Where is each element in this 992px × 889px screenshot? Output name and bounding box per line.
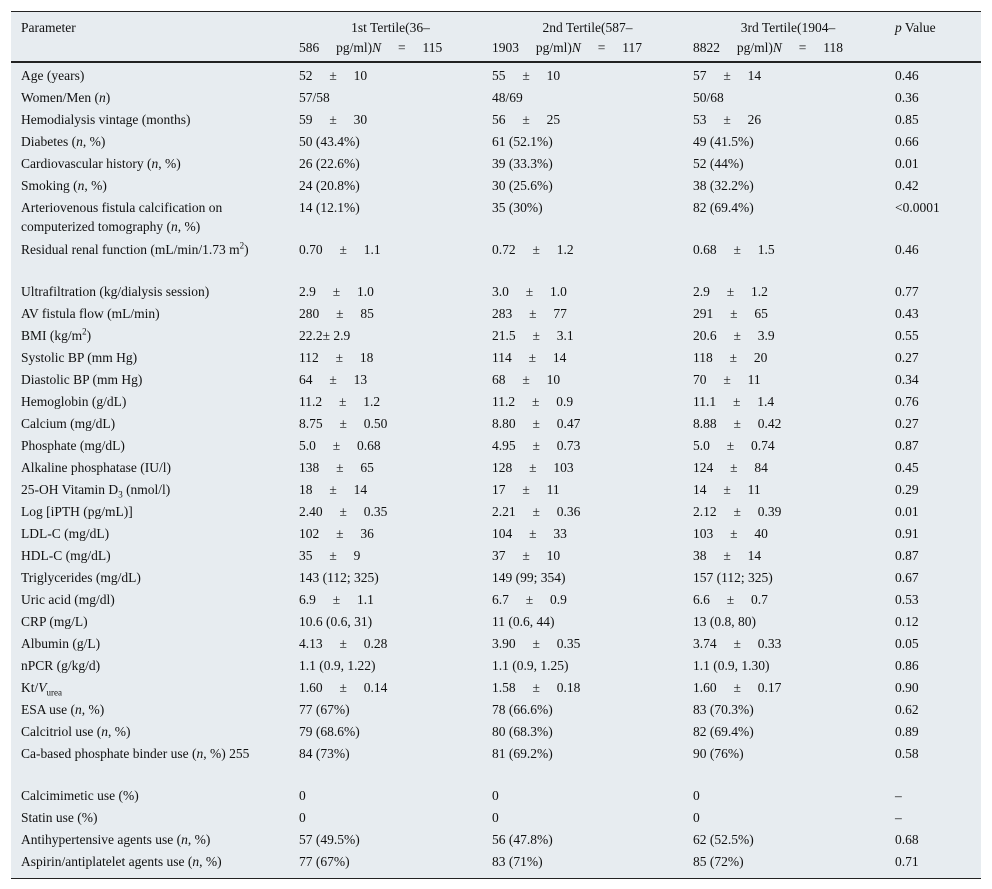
table-row <box>11 477 981 499</box>
header-tertile-3 <box>683 12 883 62</box>
cell-tertile-3: 124 ± 84 <box>693 460 768 475</box>
cell-tertile-2: 81 (69.2%) <box>492 746 553 761</box>
cell-tertile-2: 11 (0.6, 44) <box>492 614 555 629</box>
cell-tertile-2: 21.5 ± 3.1 <box>492 328 574 343</box>
cell-parameter: Calcitriol use (n, %) <box>21 724 131 739</box>
table-row <box>11 653 981 675</box>
cell-tertile-3: 52 (44%) <box>693 156 744 171</box>
cell-p-value: 0.46 <box>895 242 919 257</box>
header-tertile-2-line1: 2nd Tertile(587– <box>542 20 633 35</box>
cell-parameter: Alkaline phosphatase (IU/l) <box>21 460 171 475</box>
cell-tertile-2: 4.95 ± 0.73 <box>492 438 581 453</box>
cell-p-value: 0.05 <box>895 636 919 651</box>
cell-tertile-3: 53 ± 26 <box>693 112 762 127</box>
table-row <box>11 565 981 587</box>
cell-p-value: 0.43 <box>895 306 919 321</box>
cell-tertile-3: 118 ± 20 <box>693 350 768 365</box>
cell-parameter: Albumin (g/L) <box>21 636 101 651</box>
param-i: V <box>38 680 47 695</box>
cell-tertile-3: 0.68 ± 1.5 <box>693 242 775 257</box>
table-body <box>11 62 981 871</box>
cell-tertile-2: 1.1 (0.9, 1.25) <box>492 658 569 673</box>
table-row <box>11 173 981 195</box>
cell-p-value: 0.01 <box>895 504 919 519</box>
cell-tertile-2: 128 ± 103 <box>492 460 574 475</box>
cell-parameter: Diabetes (n, %) <box>21 134 106 149</box>
cell-tertile-3: 90 (76%) <box>693 746 744 761</box>
cell-tertile-3: 38 ± 14 <box>693 548 762 563</box>
cell-tertile-3: 6.6 ± 0.7 <box>693 592 768 607</box>
cell-p-value: 0.12 <box>895 614 919 629</box>
cell-p-value: 0.01 <box>895 156 919 171</box>
table-row <box>11 783 981 805</box>
table-row <box>11 849 981 871</box>
cell-p-value: 0.27 <box>895 350 919 365</box>
cell-parameter: 25-OH Vitamin $D_3$ (nmol/l) <box>21 482 171 500</box>
cell-tertile-2: 56 ± 25 <box>492 112 561 127</box>
cell-tertile-1: 102 ± 36 <box>299 526 374 541</box>
cell-tertile-2: 78 (66.6%) <box>492 702 553 717</box>
cell-parameter: Antihypertensive agents use (n, %) <box>21 832 211 847</box>
cell-tertile-2: 1.58 ± 0.18 <box>492 680 581 695</box>
cell-tertile-1: 112 ± 18 <box>299 350 374 365</box>
table-row <box>11 675 981 697</box>
param-i: n <box>192 854 200 869</box>
param-i: n <box>196 746 204 761</box>
table-panel <box>11 11 981 879</box>
cell-tertile-1: 1.60 ± 0.14 <box>299 680 388 695</box>
cell-tertile-2: 68 ± 10 <box>492 372 561 387</box>
cell-parameter: Ca-based phosphate binder use (n, %) 255 <box>21 746 250 761</box>
cell-tertile-3: 14 ± 11 <box>693 482 761 497</box>
cell-p-value: 0.90 <box>895 680 919 695</box>
cell-p-value: 0.77 <box>895 284 919 299</box>
cell-tertile-2: 48/69 <box>492 90 523 105</box>
cell-tertile-2: 3.90 ± 0.35 <box>492 636 581 651</box>
cell-tertile-2: 61 (52.1%) <box>492 134 553 149</box>
cell-tertile-3: 5.0 ± 0.74 <box>693 438 775 453</box>
cell-parameter: Ultrafiltration (kg/dialysis session) <box>21 284 210 299</box>
cell-tertile-1: 143 (112; 325) <box>299 570 379 585</box>
cell-tertile-2: 39 (33.3%) <box>492 156 553 171</box>
header-p-value <box>883 12 981 62</box>
cell-tertile-3: 57 ± 14 <box>693 68 762 83</box>
cell-tertile-3: 291 ± 65 <box>693 306 768 321</box>
cell-tertile-2: 283 ± 77 <box>492 306 567 321</box>
cell-tertile-2: 80 (68.3%) <box>492 724 553 739</box>
cell-tertile-3: 82 (69.4%) <box>693 200 754 215</box>
param-i: n <box>101 724 108 739</box>
cell-tertile-3: 70 ± 11 <box>693 372 761 387</box>
table-row <box>11 827 981 849</box>
cell-parameter: Hemoglobin (g/dL) <box>21 394 127 409</box>
cell-tertile-3: 83 (70.3%) <box>693 702 754 717</box>
cell-parameter: BMI $(kg/m^2)$ <box>21 326 92 343</box>
cell-tertile-1: 14 (12.1%) <box>299 200 360 215</box>
header-tertile-3-line2: 8822 pg/ml)N = 118 <box>693 40 844 55</box>
cell-tertile-2: 114 ± 14 <box>492 350 567 365</box>
cell-tertile-3: 11.1 ± 1.4 <box>693 394 775 409</box>
param-sub: urea <box>46 687 63 698</box>
cell-parameter: Calcium (mg/dL) <box>21 416 116 431</box>
table-row <box>11 85 981 107</box>
cell-p-value: – <box>895 788 902 803</box>
table-row <box>11 107 981 129</box>
cell-p-value: 0.68 <box>895 832 919 847</box>
cell-parameter: Cardiovascular history (n, %) <box>21 156 181 171</box>
table-row <box>11 609 981 631</box>
cell-tertile-3: 1.1 (0.9, 1.30) <box>693 658 770 673</box>
cell-tertile-1: 0.70 ± 1.1 <box>299 242 381 257</box>
cell-tertile-2: 3.0 ± 1.0 <box>492 284 567 299</box>
cell-p-value: 0.66 <box>895 134 919 149</box>
cell-tertile-3: 49 (41.5%) <box>693 134 754 149</box>
cell-p-value: 0.91 <box>895 526 919 541</box>
cell-tertile-2: 35 (30%) <box>492 200 543 215</box>
cell-p-value: 0.67 <box>895 570 919 585</box>
cell-p-value: 0.71 <box>895 854 919 869</box>
table-row <box>11 805 981 827</box>
table-row <box>11 631 981 653</box>
cell-tertile-2: 56 (47.8%) <box>492 832 553 847</box>
cell-p-value: 0.58 <box>895 746 919 761</box>
cell-parameter: Arteriovenous fistula calcification on computerized tomography (n, %) <box>21 200 223 234</box>
cell-parameter: Systolic BP (mm Hg) <box>21 350 138 365</box>
cell-tertile-1: 280 ± 85 <box>299 306 374 321</box>
cell-parameter: LDL-C (mg/dL) <box>21 526 110 541</box>
cell-tertile-1: 57 (49.5%) <box>299 832 360 847</box>
cell-tertile-2: 55 ± 10 <box>492 68 561 83</box>
cell-tertile-3: 8.88 ± 0.42 <box>693 416 782 431</box>
cell-parameter: $Kt/V_{urea}$ <box>21 680 63 698</box>
table-row <box>11 279 981 301</box>
table-row <box>11 237 981 279</box>
header-n-symbol: N <box>571 40 581 55</box>
header-row <box>11 12 981 62</box>
cell-parameter: Hemodialysis vintage (months) <box>21 112 191 127</box>
cell-p-value: 0.42 <box>895 178 919 193</box>
cell-tertile-1: 10.6 (0.6, 31) <box>299 614 373 629</box>
cell-tertile-3: 0 <box>693 810 700 825</box>
cell-p-value: 0.46 <box>895 68 919 83</box>
cell-tertile-1: 0 <box>299 810 306 825</box>
cell-tertile-2: 17 ± 11 <box>492 482 560 497</box>
cell-tertile-1: 57/58 <box>299 90 330 105</box>
table-row <box>11 195 981 237</box>
cell-tertile-1: 2.40 ± 0.35 <box>299 504 388 519</box>
cell-parameter: Diastolic BP (mm Hg) <box>21 372 143 387</box>
cell-tertile-1: 8.75 ± 0.50 <box>299 416 388 431</box>
cell-tertile-1: 50 (43.4%) <box>299 134 360 149</box>
table-row <box>11 697 981 719</box>
header-tertile-1-line2: 586 pg/ml)N = 115 <box>299 40 443 55</box>
header-tertile-2-line2: 1903 pg/ml)N = 117 <box>492 40 643 55</box>
cell-tertile-3: 20.6 ± 3.9 <box>693 328 775 343</box>
cell-p-value: <0.0001 <box>895 200 940 215</box>
table-row <box>11 301 981 323</box>
cell-p-value: 0.62 <box>895 702 919 717</box>
table-row <box>11 411 981 433</box>
cell-tertile-3: 85 (72%) <box>693 854 744 869</box>
cell-tertile-1: 0 <box>299 788 306 803</box>
table-row <box>11 521 981 543</box>
cell-p-value: 0.85 <box>895 112 919 127</box>
cell-tertile-2: 6.7 ± 0.9 <box>492 592 567 607</box>
cell-tertile-2: 0 <box>492 788 499 803</box>
cell-p-value: 0.89 <box>895 724 919 739</box>
header-p-label: Value <box>901 20 936 35</box>
cell-tertile-1: 1.1 (0.9, 1.22) <box>299 658 376 673</box>
param-i: n <box>151 156 159 171</box>
cell-parameter: Smoking (n, %) <box>21 178 107 193</box>
cell-p-value: 0.34 <box>895 372 919 387</box>
cell-parameter: CRP (mg/L) <box>21 614 88 629</box>
cell-tertile-1: 64 ± 13 <box>299 372 368 387</box>
cell-tertile-1: 18 ± 14 <box>299 482 368 497</box>
header-tertile-1-line1: 1st Tertile(36– <box>351 20 430 35</box>
cell-parameter: Calcimimetic use (%) <box>21 788 139 803</box>
cell-p-value: 0.76 <box>895 394 919 409</box>
cell-tertile-2: 8.80 ± 0.47 <box>492 416 581 431</box>
cell-tertile-2: 2.21 ± 0.36 <box>492 504 581 519</box>
cell-tertile-3: 2.9 ± 1.2 <box>693 284 768 299</box>
param-sup: 2 <box>239 240 245 251</box>
table-row <box>11 455 981 477</box>
cell-tertile-2: 149 (99; 354) <box>492 570 566 585</box>
cell-parameter: Log [iPTH (pg/mL)] <box>21 504 133 519</box>
cell-tertile-3: 157 (112; 325) <box>693 570 773 585</box>
cell-tertile-3: 3.74 ± 0.33 <box>693 636 782 651</box>
header-tertile-1 <box>289 12 482 62</box>
cell-tertile-1: 77 (67%) <box>299 854 350 869</box>
cell-p-value: 0.27 <box>895 416 919 431</box>
cell-p-value: 0.86 <box>895 658 919 673</box>
cell-tertile-2: 37 ± 10 <box>492 548 561 563</box>
cell-tertile-3: 82 (69.4%) <box>693 724 754 739</box>
cell-p-value: 0.45 <box>895 460 919 475</box>
data-table <box>11 12 981 871</box>
param-i: n <box>181 832 188 847</box>
cell-tertile-3: 62 (52.5%) <box>693 832 754 847</box>
table-row <box>11 389 981 411</box>
cell-parameter: Women/Men (n) <box>21 90 111 105</box>
cell-tertile-2: 30 (25.6%) <box>492 178 553 193</box>
cell-tertile-2: 11.2 ± 0.9 <box>492 394 574 409</box>
cell-tertile-1: 24 (20.8%) <box>299 178 360 193</box>
param-i: n <box>75 702 82 717</box>
table-row <box>11 499 981 521</box>
cell-tertile-1: 5.0 ± 0.68 <box>299 438 381 453</box>
table-header <box>11 12 981 62</box>
cell-parameter: Uric acid (mg/dl) <box>21 592 115 607</box>
cell-tertile-1: 26 (22.6%) <box>299 156 360 171</box>
table-row <box>11 367 981 389</box>
param-i: n <box>77 178 85 193</box>
cell-parameter: nPCR (g/kg/d) <box>21 658 101 673</box>
header-p-symbol: p <box>895 20 902 35</box>
cell-p-value: 0.87 <box>895 438 919 453</box>
cell-tertile-2: 0.72 ± 1.2 <box>492 242 574 257</box>
cell-parameter: Age (years) <box>21 68 85 83</box>
cell-p-value: 0.53 <box>895 592 919 607</box>
cell-parameter: Phosphate (mg/dL) <box>21 438 125 453</box>
cell-parameter: Aspirin/antiplatelet agents use (n, %) <box>21 854 222 869</box>
cell-tertile-1: 79 (68.6%) <box>299 724 360 739</box>
cell-tertile-3: 2.12 ± 0.39 <box>693 504 782 519</box>
cell-p-value: 0.36 <box>895 90 919 105</box>
cell-tertile-2: 104 ± 33 <box>492 526 567 541</box>
cell-tertile-1: 77 (67%) <box>299 702 350 717</box>
table-row <box>11 323 981 345</box>
header-tertile-2 <box>482 12 683 62</box>
table-row <box>11 345 981 367</box>
cell-parameter: HDL-C (mg/dL) <box>21 548 111 563</box>
param-i: n <box>99 90 106 105</box>
cell-p-value: 0.29 <box>895 482 919 497</box>
cell-tertile-3: 38 (32.2%) <box>693 178 754 193</box>
cell-tertile-1: 84 (73%) <box>299 746 350 761</box>
header-n-symbol: N <box>372 40 382 55</box>
cell-tertile-1: 138 ± 65 <box>299 460 374 475</box>
cell-tertile-3: 50/68 <box>693 90 724 105</box>
param-i: n <box>170 219 178 234</box>
cell-tertile-3: 103 ± 40 <box>693 526 768 541</box>
table-row <box>11 543 981 565</box>
cell-p-value: – <box>895 810 902 825</box>
cell-tertile-3: 1.60 ± 0.17 <box>693 680 782 695</box>
cell-tertile-1: 2.9 ± 1.0 <box>299 284 374 299</box>
table-row <box>11 741 981 783</box>
cell-p-value: 0.87 <box>895 548 919 563</box>
table-row <box>11 719 981 741</box>
table-row <box>11 587 981 609</box>
cell-tertile-1: 35 ± 9 <box>299 548 361 563</box>
cell-p-value: 0.55 <box>895 328 919 343</box>
cell-parameter: ESA use (n, %) <box>21 702 105 717</box>
table-row <box>11 433 981 455</box>
cell-tertile-1: 52 ± 10 <box>299 68 368 83</box>
cell-tertile-2: 83 (71%) <box>492 854 543 869</box>
header-tertile-3-line1: 3rd Tertile(1904– <box>740 20 836 35</box>
header-n-symbol: N <box>772 40 782 55</box>
param-sup: 2 <box>82 326 87 337</box>
param-i: n <box>76 134 83 149</box>
header-parameter: Parameter <box>21 20 76 35</box>
cell-tertile-1: 59 ± 30 <box>299 112 368 127</box>
cell-parameter: Triglycerides (mg/dL) <box>21 570 141 585</box>
cell-tertile-3: 0 <box>693 788 700 803</box>
cell-parameter: Statin use (%) <box>21 810 98 825</box>
cell-tertile-1: 6.9 ± 1.1 <box>299 592 374 607</box>
cell-tertile-1: 11.2 ± 1.2 <box>299 394 381 409</box>
table-row <box>11 129 981 151</box>
table-row <box>11 151 981 173</box>
cell-tertile-1: 22.2± 2.9 <box>299 328 351 343</box>
param-sub: 3 <box>118 489 123 500</box>
cell-parameter: AV fistula flow (mL/min) <box>21 306 160 321</box>
cell-tertile-3: 13 (0.8, 80) <box>693 614 756 629</box>
cell-tertile-2: 0 <box>492 810 499 825</box>
cell-parameter: Residual renal function (mL/min/1.73 $m^2$) <box>21 240 249 257</box>
table-row <box>11 62 981 85</box>
cell-tertile-1: 4.13 ± 0.28 <box>299 636 388 651</box>
